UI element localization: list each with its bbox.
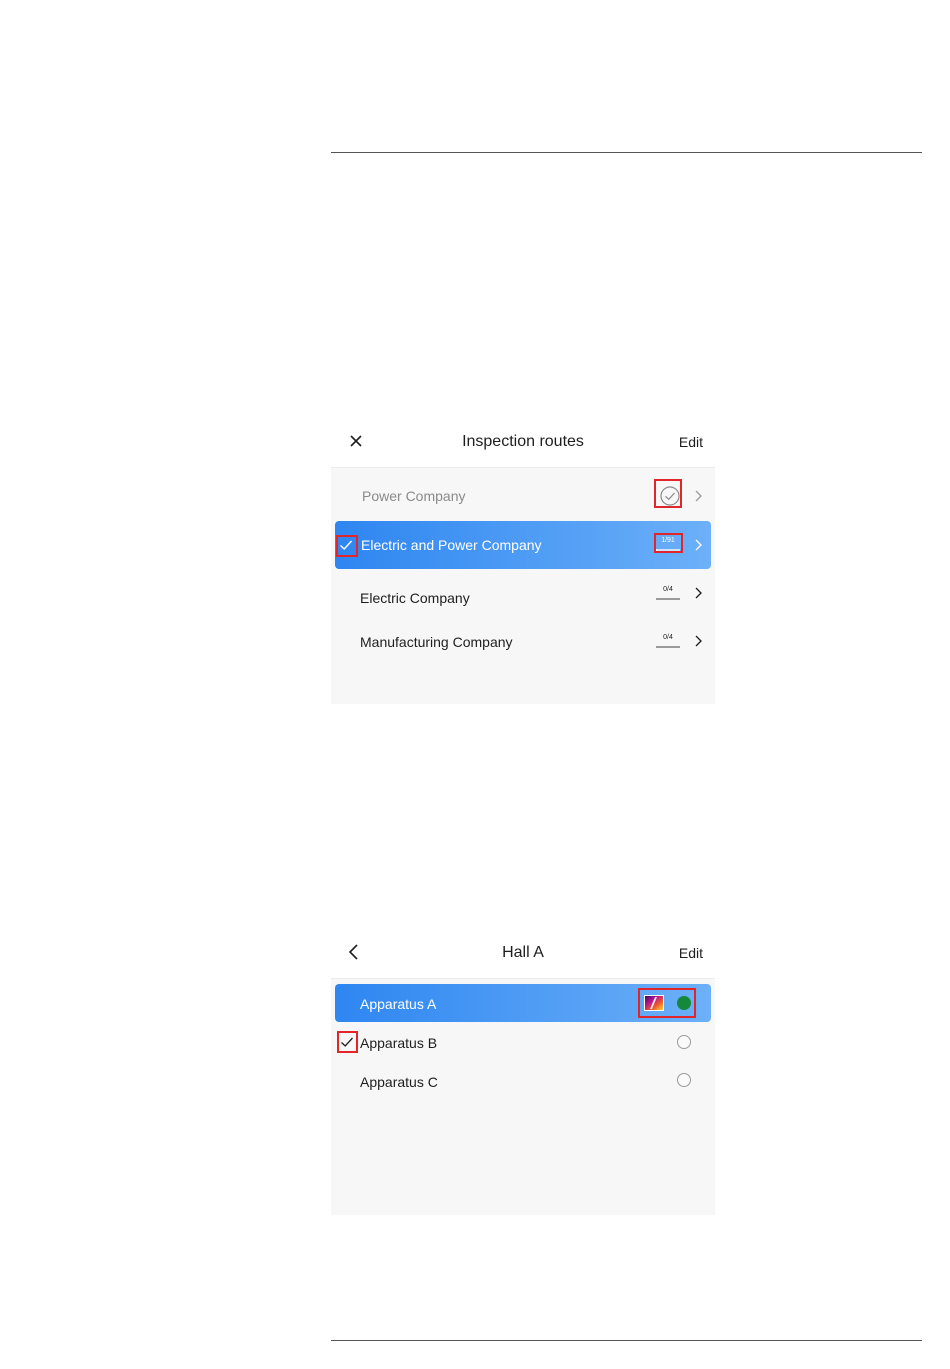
hall-screen	[331, 927, 715, 1215]
progress-count: 1/91	[661, 537, 675, 544]
inspection-routes-screen	[331, 416, 715, 704]
progress-count: 0/4	[663, 634, 673, 641]
route-label: Power Company	[362, 488, 466, 504]
edit-button[interactable]: Edit	[678, 434, 703, 450]
route-row[interactable]	[335, 576, 711, 616]
screen-title: Inspection routes	[462, 433, 584, 450]
apparatus-label: Apparatus B	[360, 1035, 438, 1051]
edit-button[interactable]: Edit	[678, 945, 703, 961]
highlight-box	[654, 533, 683, 553]
highlight-box	[337, 1031, 358, 1053]
apparatus-row[interactable]	[335, 1027, 711, 1059]
status-pending-radio[interactable]	[677, 1073, 691, 1087]
page-header-rule	[331, 152, 922, 153]
route-label: Electric and Power Company	[361, 537, 542, 553]
status-pending-radio[interactable]	[677, 1035, 691, 1049]
route-label: Manufacturing Company	[360, 634, 513, 650]
highlight-box	[638, 988, 696, 1018]
progress-count: 0/4	[663, 586, 673, 593]
route-row[interactable]	[335, 476, 711, 516]
highlight-box	[654, 479, 682, 508]
route-label: Electric Company	[360, 590, 470, 606]
apparatus-row-selected[interactable]	[335, 984, 711, 1022]
progress-bar	[656, 598, 680, 600]
chevron-right-icon	[694, 489, 703, 503]
apparatus-label: Apparatus A	[360, 996, 437, 1012]
highlight-box	[336, 535, 358, 557]
route-row-selected[interactable]	[335, 521, 711, 569]
screen-title: Hall A	[502, 944, 544, 961]
route-row[interactable]	[335, 621, 711, 661]
screen-header	[331, 927, 715, 979]
route-progress	[656, 586, 680, 600]
apparatus-label: Apparatus C	[360, 1074, 438, 1090]
route-progress	[656, 634, 680, 648]
screen-header	[331, 416, 715, 468]
progress-bar	[656, 646, 680, 648]
chevron-right-icon	[694, 634, 703, 648]
apparatus-row[interactable]	[335, 1066, 711, 1098]
chevron-right-icon	[694, 586, 703, 600]
chevron-right-icon	[694, 538, 703, 552]
page-footer-rule	[331, 1340, 922, 1341]
